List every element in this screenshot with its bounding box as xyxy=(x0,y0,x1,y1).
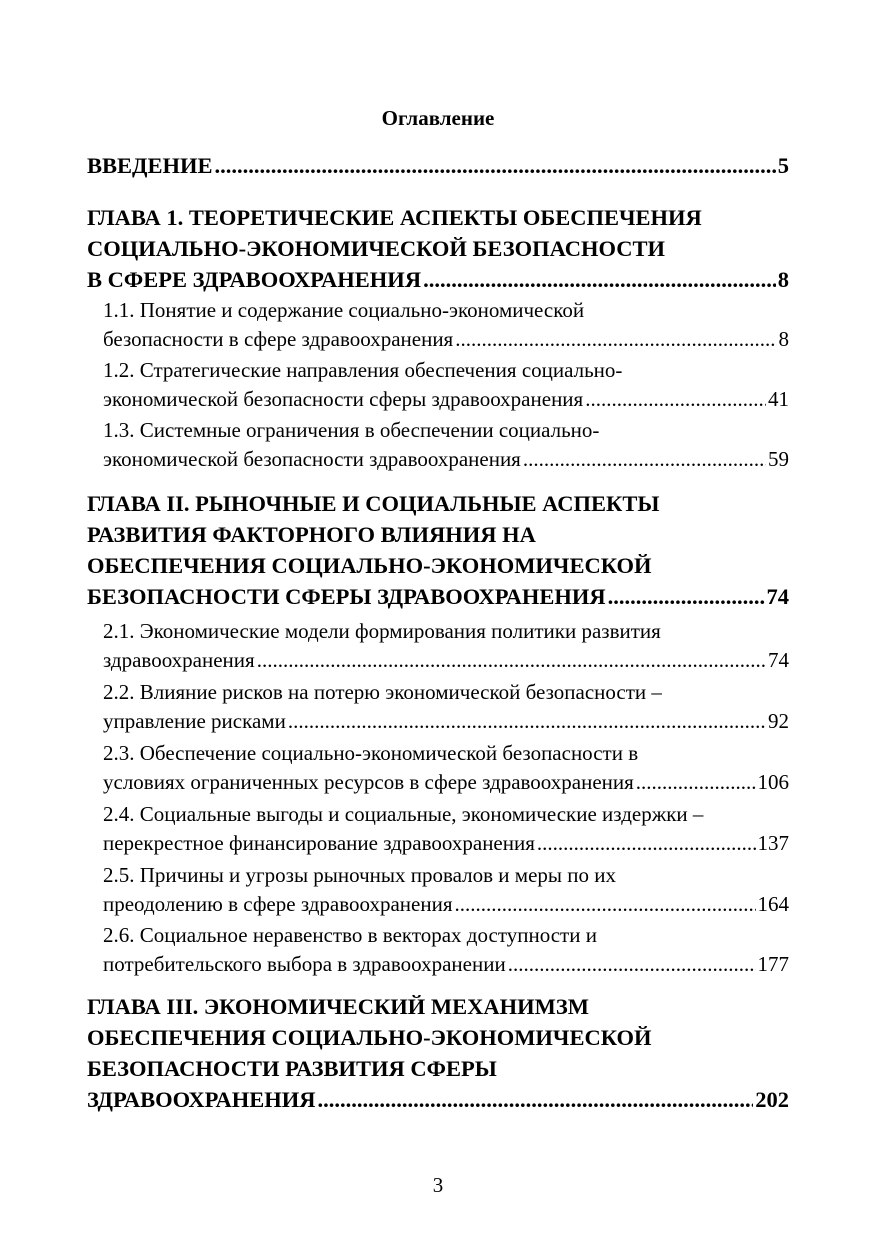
toc-entry-line: 2.1. Экономические модели формирования политики развития xyxy=(103,619,661,643)
toc-entry-line: ГЛАВА 1. ТЕОРЕТИЧЕСКИЕ АСПЕКТЫ ОБЕСПЕЧЕНИЯ xyxy=(87,205,702,230)
toc-entry-section-2-3[interactable] xyxy=(103,739,789,797)
dot-leader xyxy=(608,581,765,612)
toc-page-number: 106 xyxy=(757,770,789,794)
toc-entry-line: 2.6. Социальное неравенство в векторах доступности и xyxy=(103,923,597,947)
toc-page-number: 164 xyxy=(757,892,789,916)
dot-leader xyxy=(523,445,766,474)
toc-page-number: 202 xyxy=(755,1087,789,1112)
toc-entry-line: СОЦИАЛЬНО-ЭКОНОМИЧЕСКОЙ БЕЗОПАСНОСТИ xyxy=(87,236,665,261)
toc-entry-line: экономической безопасности здравоохранения xyxy=(103,447,521,471)
toc-entry-chapter-3[interactable] xyxy=(87,991,789,1115)
dot-leader xyxy=(455,325,776,354)
toc-page-number: 92 xyxy=(768,709,789,733)
toc-entry-line: ЗДРАВООХРАНЕНИЯ xyxy=(87,1087,316,1112)
toc-entry-line: преодолению в сфере здравоохранения xyxy=(103,892,453,916)
toc-entry-line: БЕЗОПАСНОСТИ РАЗВИТИЯ СФЕРЫ xyxy=(87,1056,497,1081)
toc-entry-line: В СФЕРЕ ЗДРАВООХРАНЕНИЯ xyxy=(87,267,422,292)
toc-entry-line: перекрестное финансирование здравоохранения xyxy=(103,831,535,855)
toc-page-number: 177 xyxy=(757,952,789,976)
toc-page-number: 41 xyxy=(768,387,789,411)
toc-entry-section-2-4[interactable] xyxy=(103,800,789,858)
toc-entry-line: здравоохранения xyxy=(103,648,255,672)
dot-leader xyxy=(257,646,766,675)
dot-leader xyxy=(636,768,756,797)
toc-entry-line: ВВЕДЕНИЕ xyxy=(87,153,213,178)
toc-entry-section-2-1[interactable] xyxy=(103,617,789,675)
toc-page-number: 8 xyxy=(778,327,789,351)
dot-leader xyxy=(455,890,756,919)
toc-entry-section-2-5[interactable] xyxy=(103,861,789,919)
toc-entry-section-1-3[interactable] xyxy=(103,416,789,474)
toc-entry-line: 1.3. Системные ограничения в обеспечении социально- xyxy=(103,418,600,442)
toc-entry-line: условиях ограниченных ресурсов в сфере здравоохранения xyxy=(103,770,634,794)
toc-entry-chapter-2[interactable] xyxy=(87,488,789,612)
dot-leader xyxy=(585,385,766,414)
toc-page-number: 137 xyxy=(757,831,789,855)
toc-entry-line: ОБЕСПЕЧЕНИЯ СОЦИАЛЬНО-ЭКОНОМИЧЕСКОЙ xyxy=(87,1025,652,1050)
toc-page-number: 59 xyxy=(768,447,789,471)
toc-entry-line: БЕЗОПАСНОСТИ СФЕРЫ ЗДРАВООХРАНЕНИЯ xyxy=(87,584,606,609)
dot-leader xyxy=(288,707,766,736)
toc-page-number: 5 xyxy=(777,153,789,178)
dot-leader xyxy=(508,950,756,979)
dot-leader xyxy=(537,829,756,858)
toc-entry-line: экономической безопасности сферы здравоохранения xyxy=(103,387,584,411)
toc-entry-line: 2.5. Причины и угрозы рыночных провалов и меры по их xyxy=(103,863,616,887)
toc-entry-chapter-1[interactable] xyxy=(87,202,789,295)
toc-entry-line: ОБЕСПЕЧЕНИЯ СОЦИАЛЬНО-ЭКОНОМИЧЕСКОЙ xyxy=(87,553,652,578)
toc-entry-line: безопасности в сфере здравоохранения xyxy=(103,327,454,351)
page-number: 3 xyxy=(432,1173,444,1197)
toc-page-number: 74 xyxy=(768,648,789,672)
toc-entry-line: 2.4. Социальные выгоды и социальные, экономические издержки – xyxy=(103,802,704,826)
dot-leader xyxy=(423,264,776,295)
toc-entry-section-2-2[interactable] xyxy=(103,678,789,736)
toc-page-number: 74 xyxy=(766,584,789,609)
toc-entry-line: ГЛАВА II. РЫНОЧНЫЕ И СОЦИАЛЬНЫЕ АСПЕКТЫ xyxy=(87,491,660,516)
toc-entry-line: РАЗВИТИЯ ФАКТОРНОГО ВЛИЯНИЯ НА xyxy=(87,522,536,547)
toc-entry-line: 2.3. Обеспечение социально-экономической безопасности в xyxy=(103,741,639,765)
toc-entry-line: 2.2. Влияние рисков на потерю экономической безопасности – xyxy=(103,680,662,704)
toc-entry-section-1-2[interactable] xyxy=(103,356,789,414)
toc-entry-line: управление рисками xyxy=(103,709,286,733)
toc-entry-introduction[interactable] xyxy=(87,150,789,181)
toc-entry-section-1-1[interactable] xyxy=(103,296,789,354)
dot-leader xyxy=(215,150,776,181)
toc-entry-line: 1.2. Стратегические направления обеспечения социально- xyxy=(103,358,623,382)
dot-leader xyxy=(317,1084,753,1115)
toc-entry-section-2-6[interactable] xyxy=(103,921,789,979)
toc-entry-line: ГЛАВА III. ЭКОНОМИЧЕСКИЙ МЕХАНИМЗМ xyxy=(87,994,589,1019)
toc-entry-line: 1.1. Понятие и содержание социально-экономической xyxy=(103,298,585,322)
toc-entry-line: потребительского выбора в здравоохранении xyxy=(103,952,506,976)
toc-page-number: 8 xyxy=(777,267,789,292)
page-title: Оглавление xyxy=(381,106,495,130)
